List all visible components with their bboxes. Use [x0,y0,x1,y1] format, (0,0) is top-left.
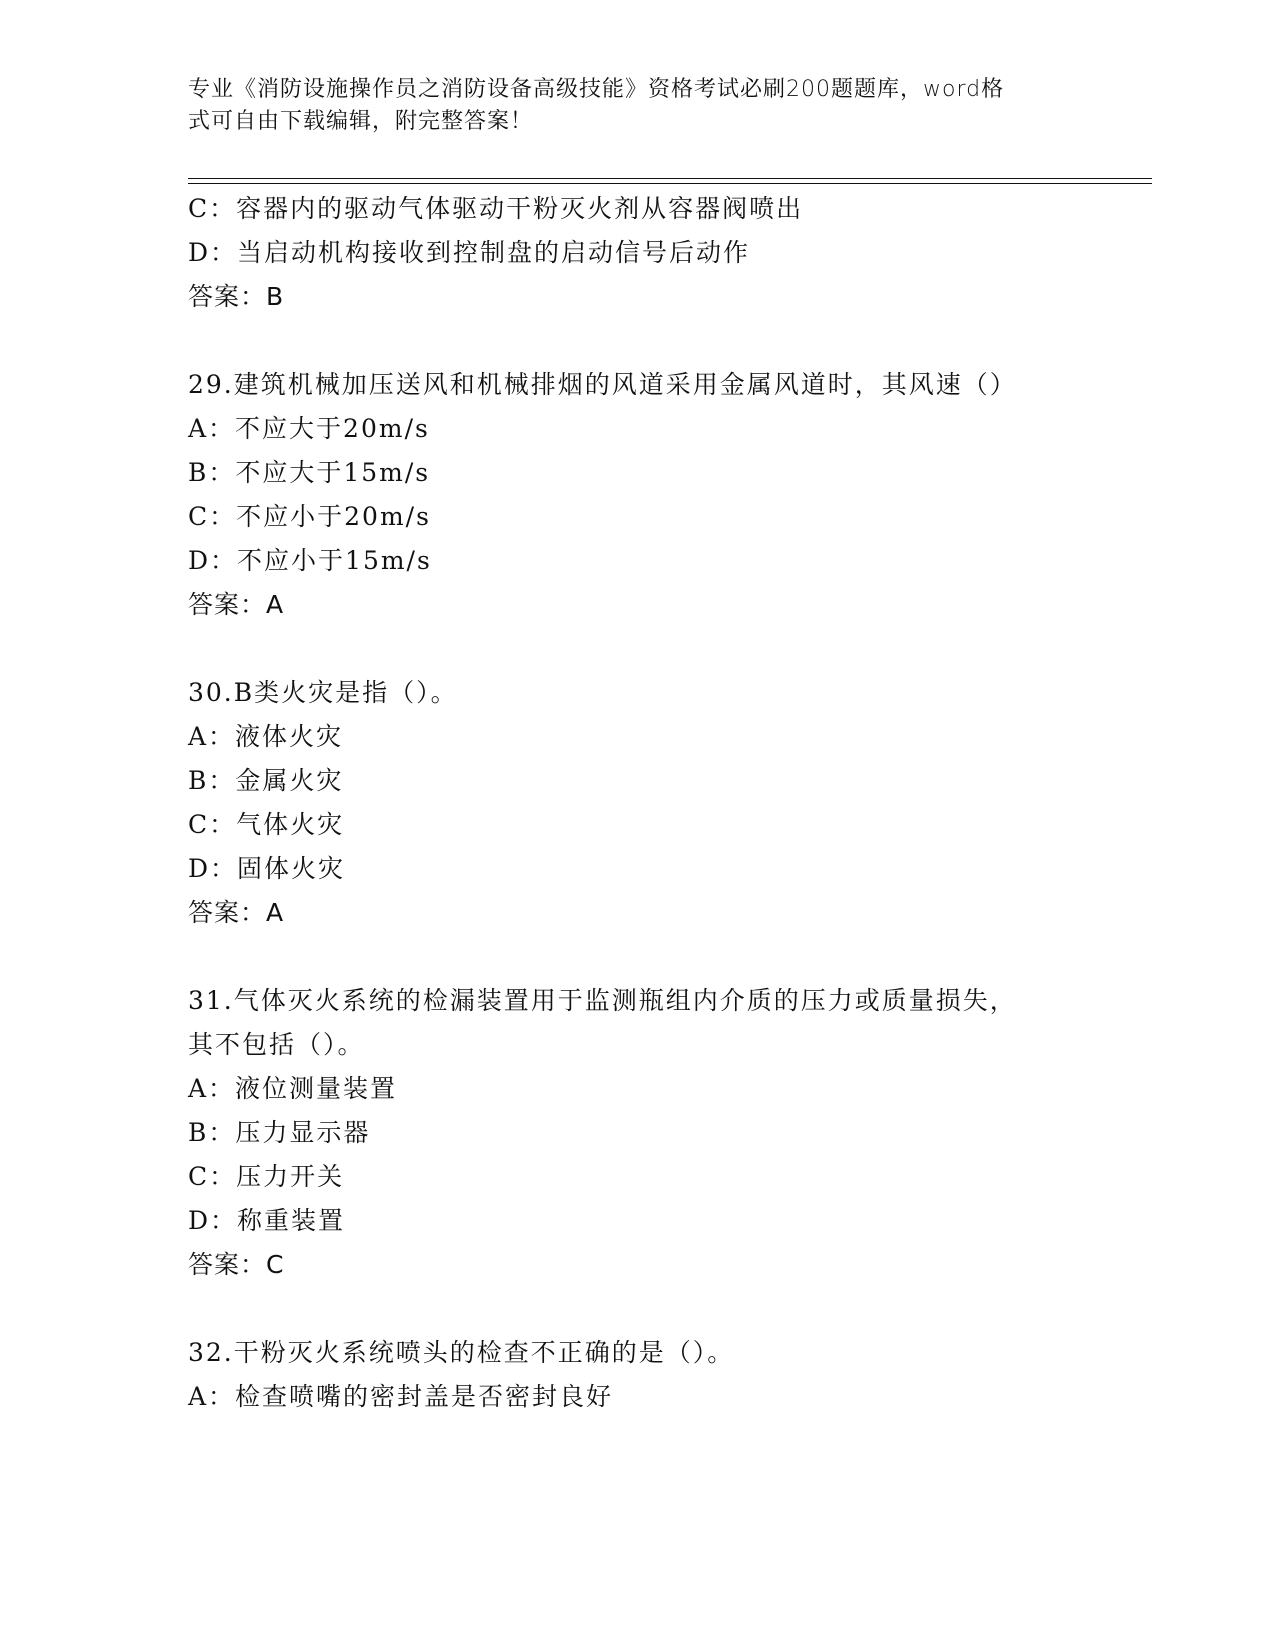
q30-option-d: D：固体火灾 [188,854,346,883]
q30-answer: 答案：A [188,898,285,927]
q31-answer: 答案：C [188,1250,285,1279]
q31-stem-line-1: 31.气体灭火系统的检漏装置用于监测瓶组内介质的压力或质量损失， [188,986,1017,1015]
q30-stem: 30.B类火灾是指（）。 [188,678,458,707]
q31-option-a: A：液位测量装置 [188,1074,398,1103]
q31-option-c: C：压力开关 [188,1162,345,1191]
q28-option-c: C：容器内的驱动气体驱动干粉灭火剂从容器阀喷出 [188,194,804,223]
q29-option-d: D：不应小于15m/s [188,546,432,575]
q32-option-a: A：检查喷嘴的密封盖是否密封良好 [188,1382,614,1411]
q29-option-b: B：不应大于15m/s [188,458,431,487]
document-header [188,74,1068,138]
q32-stem: 32.干粉灭火系统喷头的检查不正确的是（）。 [188,1338,735,1367]
q30-option-c: C：气体火灾 [188,810,345,839]
q29-stem: 29.建筑机械加压送风和机械排烟的风道采用金属风道时，其风速（） [188,370,1017,399]
q31-option-b: B：压力显示器 [188,1118,371,1147]
q29-answer: 答案：A [188,590,285,619]
header-line-2: 式可自由下载编辑，附完整答案！ [188,109,534,134]
q29-option-a: A：不应大于20m/s [188,414,430,443]
header-divider-top [188,178,1152,179]
q30-option-a: A：液体火灾 [188,722,344,751]
q29-option-c: C：不应小于20m/s [188,502,431,531]
q31-stem-line-2: 其不包括（）。 [188,1030,365,1059]
header-divider-bottom [188,183,1152,184]
q31-option-d: D：称重装置 [188,1206,346,1235]
q28-answer: 答案：B [188,282,285,311]
q30-option-b: B：金属火灾 [188,766,344,795]
q28-option-d: D：当启动机构接收到控制盘的启动信号后动作 [188,238,751,267]
header-line-1: 专业《消防设施操作员之消防设备高级技能》资格考试必刷200题题库，word格 [188,77,1005,102]
